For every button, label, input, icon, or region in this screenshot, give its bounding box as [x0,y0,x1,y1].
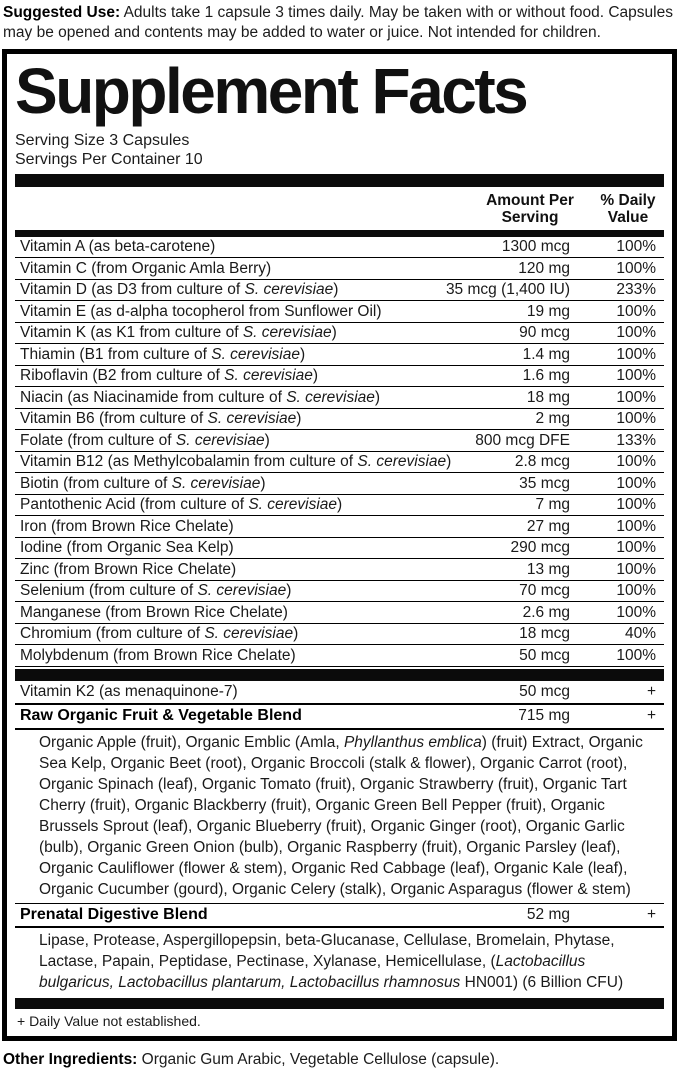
blend-description: Lipase, Protease, Aspergillopepsin, beta-Glucanase, Cellulase, Bromelain, Phytase, Lactase, Papain, Peptidase, Pectinase, Xylanase, Hemicellulase, (Lactobacillus bulgaricus, Lactobacillus plantarum, Lactobacillus rhamnosus HN001) (6 Billion CFU) [39,932,624,992]
table-row [15,602,664,624]
nutrient-daily-value: 233% [616,281,656,299]
nutrient-name: Zinc (from Brown Rice Chelate) [20,560,237,578]
table-row [15,495,664,517]
nutrient-name: Pantothenic Acid (from culture of S. cerevisiae) [20,496,343,514]
table-row [15,581,664,603]
table-row [15,645,664,667]
table-row [15,366,664,388]
nutrient-amount: 19 mg [526,302,570,320]
nutrient-amount: 715 mg [518,707,570,725]
nutrient-amount: 50 mcg [519,682,570,700]
nutrient-daily-value: 133% [616,431,656,449]
nutrient-daily-value: 100% [616,560,656,578]
nutrient-daily-value: 100% [616,324,656,342]
nutrient-amount: 120 mg [518,259,570,277]
other-ingredients [0,1047,679,1073]
nutrient-amount: 1.4 mg [522,345,570,363]
nutrient-name: Vitamin A (as beta-carotene) [20,238,216,256]
nutrient-amount: 90 mcg [519,324,570,342]
nutrient-amount: 52 mg [526,905,570,923]
nutrient-name: Chromium (from culture of S. cerevisiae) [20,625,299,643]
nutrient-daily-value: + [646,707,656,725]
table-row [15,452,664,474]
nutrient-daily-value: 100% [616,388,656,406]
servings-per-container: Servings Per Container 10 [15,150,203,168]
nutrient-amount: 50 mcg [519,646,570,664]
nutrient-name: Vitamin B6 (from culture of S. cerevisiae) [20,410,302,428]
nutrient-name: Vitamin E (as d-alpha tocopherol from Sunflower Oil) [20,302,382,320]
other-ingredients-text: Organic Gum Arabic, Vegetable Cellulose (capsule). [137,1051,500,1069]
nutrient-daily-value: 100% [616,496,656,514]
nutrient-name: Selenium (from culture of S. cerevisiae) [20,582,292,600]
nutrient-name: Iron (from Brown Rice Chelate) [20,517,234,535]
nutrient-daily-value: 100% [616,302,656,320]
table-row [15,538,664,560]
nutrient-name: Vitamin B12 (as Methylcobalamin from culture of S. cerevisiae) [20,453,452,471]
nutrient-amount: 1.6 mg [522,367,570,385]
nutrient-name: Riboflavin (B2 from culture of S. cerevisiae) [20,367,319,385]
nutrient-daily-value: 100% [616,582,656,600]
nutrient-name: Biotin (from culture of S. cerevisiae) [20,474,266,492]
nutrient-amount: 35 mcg (1,400 IU) [445,281,570,299]
blend-header-row [15,903,664,929]
table-row [15,430,664,452]
table-row [15,473,664,495]
suggested-use-text: Adults take 1 capsule 3 times daily. May be taken with or without food. Capsules may be opened and contents may be added to water or juice. Not intended for children. [3,4,673,41]
nutrient-name: Raw Organic Fruit & Vegetable Blend [20,707,302,725]
blend-description: Organic Apple (fruit), Organic Emblic (Amla, Phyllanthus emblica) (fruit) Extract, Organic Sea Kelp, Organic Beet (root), Organic Broccoli (stalk & flower), Organic Carrot (root), Organic Spinach (leaf), Organic Tomato (fruit), Organic Strawberry (fruit), Organic Tart Cherry (fruit), Organic Blackberry (fruit), Organic Green Bell Pepper (fruit), Organic Brussels Sprout (leaf), Organic Blueberry (fruit), Organic Ginger (root), Organic Garlic (bulb), Organic Green Onion (bulb), Organic Raspberry (fruit), Organic Parsley (leaf), Organic Cauliflower (flower & stem), Organic Red Cabbage (leaf), Organic Kale (leaf), Organic Cucumber (gourd), Organic Celery (stalk), Organic Asparagus (flower & stem) [39,733,643,898]
nutrient-name: Molybdenum (from Brown Rice Chelate) [20,646,296,664]
divider-bar-medium [15,230,664,237]
nutrient-name: Thiamin (B1 from culture of S. cerevisiae) [20,345,306,363]
divider-bar-thick-top [15,174,664,187]
nutrient-amount: 18 mcg [519,625,570,643]
amount-per-serving-header: Amount Per Serving [486,191,574,226]
column-headers [15,187,664,230]
table-row [15,323,664,345]
nutrient-amount: 35 mcg [519,474,570,492]
nutrient-name: Manganese (from Brown Rice Chelate) [20,603,288,621]
nutrient-amount: 2 mg [535,410,570,428]
nutrient-daily-value: 100% [616,539,656,557]
nutrient-daily-value: 100% [616,474,656,492]
nutrient-name: Vitamin K2 (as menaquinone-7) [20,682,238,700]
suggested-use-label: Suggested Use: [3,4,121,21]
nutrient-daily-value: 100% [616,453,656,471]
nutrient-amount: 800 mcg DFE [475,431,570,449]
daily-value-footnote: + Daily Value not established. [17,1013,201,1030]
table-row [15,344,664,366]
nutrient-daily-value: 100% [616,259,656,277]
nutrient-name: Vitamin D (as D3 from culture of S. cerevisiae) [20,281,339,299]
nutrient-amount: 2.6 mg [522,603,570,621]
nutrient-name: Iodine (from Organic Sea Kelp) [20,539,234,557]
nutrient-amount: 7 mg [535,496,570,514]
other-ingredients-label: Other Ingredients: [3,1051,138,1069]
nutrient-amount: 70 mcg [519,582,570,600]
nutrient-daily-value: 100% [616,238,656,256]
table-row [15,559,664,581]
percent-daily-value-header: % Daily Value [600,191,656,226]
blend-header-row [15,705,664,730]
table-row [15,624,664,646]
nutrient-name: Niacin (as Niacinamide from culture of S. cerevisiae) [20,388,381,406]
nutrient-name: Prenatal Digestive Blend [20,905,208,923]
table-row [15,387,664,409]
nutrient-daily-value: 100% [616,345,656,363]
nutrient-daily-value: 100% [616,410,656,428]
nutrient-rows [15,237,664,667]
nutrient-daily-value: + [646,682,656,700]
table-row [15,280,664,302]
nutrient-amount: 13 mg [526,560,570,578]
table-row [15,516,664,538]
blend-rows [15,681,664,997]
table-row [15,237,664,259]
nutrient-name: Vitamin C (from Organic Amla Berry) [20,259,272,277]
table-row [15,301,664,323]
divider-bar-thick-bottom [15,998,664,1009]
table-row [15,409,664,431]
supplement-facts-panel [2,49,677,1041]
nutrient-amount: 2.8 mcg [514,453,570,471]
divider-bar-thick-mid [15,669,664,681]
table-row [15,258,664,280]
nutrient-amount: 27 mg [526,517,570,535]
nutrient-daily-value: 100% [616,646,656,664]
table-row [15,681,664,706]
nutrient-daily-value: 100% [616,367,656,385]
panel-title: Supplement Facts [15,55,527,127]
nutrient-amount: 1300 mcg [501,238,570,256]
nutrient-daily-value: 100% [616,517,656,535]
nutrient-daily-value: 40% [624,625,656,643]
suggested-use [0,0,679,49]
nutrient-daily-value: 100% [616,603,656,621]
nutrient-amount: 290 mcg [510,539,570,557]
nutrient-amount: 18 mg [526,388,570,406]
nutrient-name: Folate (from culture of S. cerevisiae) [20,431,270,449]
nutrient-name: Vitamin K (as K1 from culture of S. cerevisiae) [20,324,337,342]
nutrient-daily-value: + [646,905,656,923]
serving-size: Serving Size 3 Capsules [15,131,190,149]
